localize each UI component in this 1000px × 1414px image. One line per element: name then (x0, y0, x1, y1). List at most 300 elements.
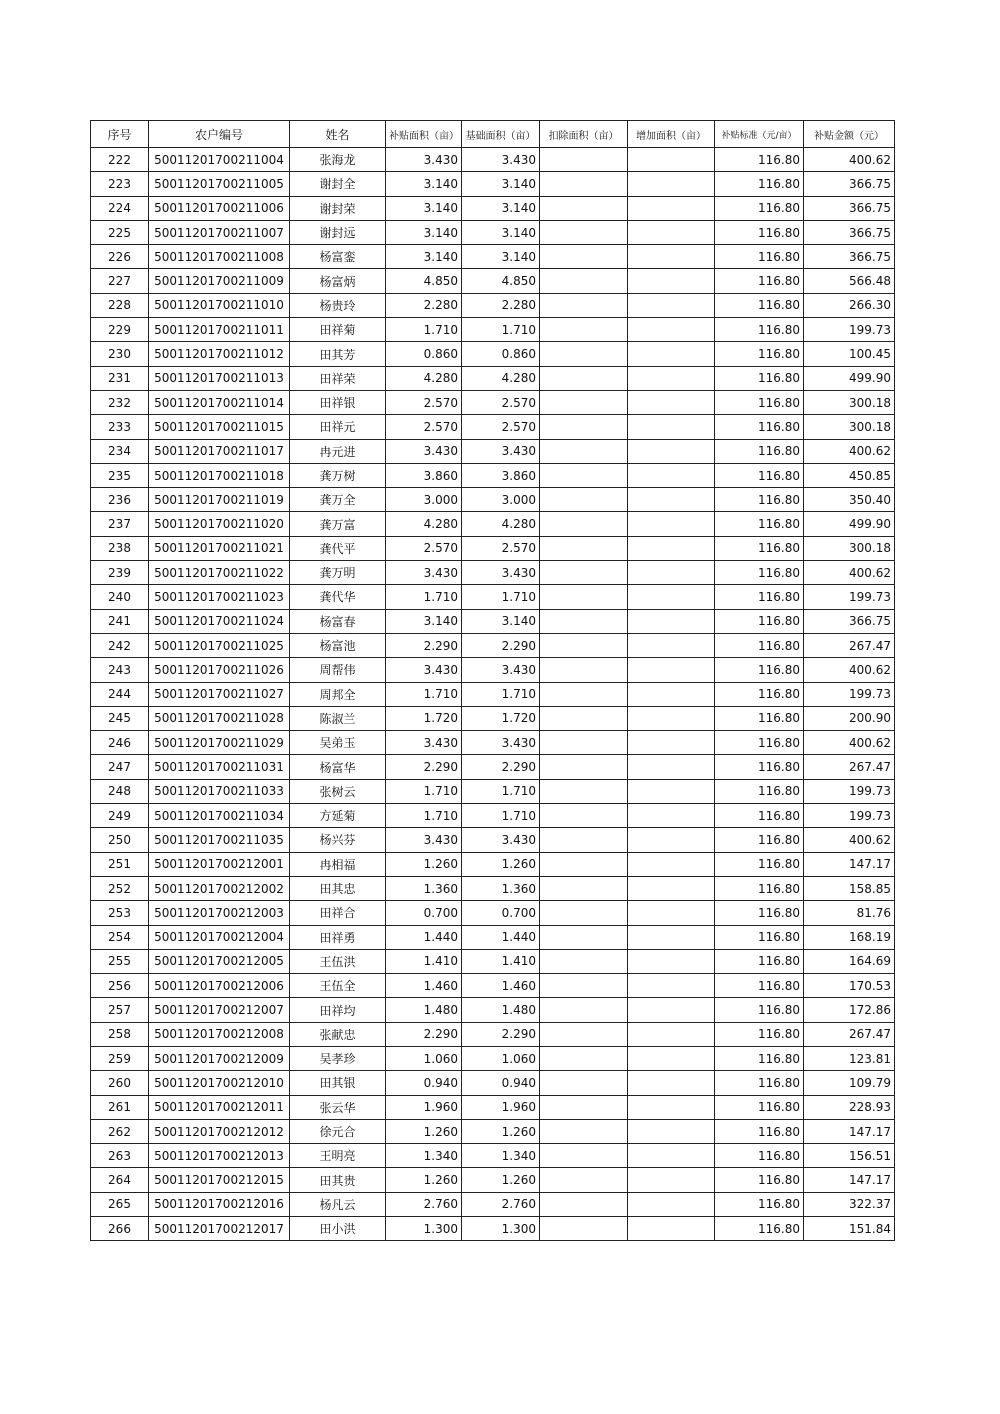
table-row (91, 828, 895, 852)
deduct-area-cell (540, 755, 628, 779)
farmer-id-cell: 50011201700212011 (149, 1095, 290, 1119)
subsidy-amount-cell: 300.18 (804, 536, 895, 560)
add-area-cell (628, 463, 715, 487)
subsidy-rate-cell: 116.80 (715, 876, 804, 900)
subsidy-amount-cell: 199.73 (804, 682, 895, 706)
name-cell: 吴孝珍 (290, 1046, 386, 1070)
header-row (91, 121, 895, 148)
deduct-area-cell (540, 852, 628, 876)
subsidy-amount-cell: 267.47 (804, 633, 895, 657)
deduct-area-cell (540, 196, 628, 220)
farmer-id-cell: 50011201700211021 (149, 536, 290, 560)
deduct-area-cell (540, 1071, 628, 1095)
deduct-area-cell (540, 949, 628, 973)
seq-cell: 240 (91, 585, 149, 609)
table-row (91, 1217, 895, 1241)
add-area-cell (628, 415, 715, 439)
subsidy-area-cell: 3.430 (386, 828, 462, 852)
farmer-id-cell: 50011201700212004 (149, 925, 290, 949)
base-area-cell: 3.140 (462, 609, 540, 633)
seq-cell: 222 (91, 148, 149, 172)
add-area-cell (628, 439, 715, 463)
subsidy-area-cell: 3.000 (386, 488, 462, 512)
farmer-id-cell: 50011201700211019 (149, 488, 290, 512)
farmer-id-cell: 50011201700211025 (149, 633, 290, 657)
farmer-id-cell: 50011201700212016 (149, 1192, 290, 1216)
subsidy-area-cell: 2.280 (386, 293, 462, 317)
base-area-cell: 1.340 (462, 1144, 540, 1168)
subsidy-area-cell: 2.570 (386, 390, 462, 414)
deduct-area-cell (540, 512, 628, 536)
farmer-id-cell: 50011201700211035 (149, 828, 290, 852)
subsidy-area-cell: 3.140 (386, 245, 462, 269)
farmer-id-cell: 50011201700211017 (149, 439, 290, 463)
base-area-cell: 0.860 (462, 342, 540, 366)
name-cell: 谢封全 (290, 172, 386, 196)
seq-cell: 247 (91, 755, 149, 779)
seq-cell: 258 (91, 1022, 149, 1046)
base-area-cell: 3.430 (462, 148, 540, 172)
farmer-id-cell: 50011201700211012 (149, 342, 290, 366)
seq-cell: 244 (91, 682, 149, 706)
add-area-cell (628, 1095, 715, 1119)
add-area-cell (628, 1046, 715, 1070)
table-row (91, 512, 895, 536)
farmer-id-cell: 50011201700211006 (149, 196, 290, 220)
base-area-cell: 3.140 (462, 196, 540, 220)
base-area-cell: 1.710 (462, 804, 540, 828)
table-row (91, 390, 895, 414)
table-row (91, 974, 895, 998)
add-area-cell (628, 1144, 715, 1168)
table-row (91, 536, 895, 560)
name-cell: 王明亮 (290, 1144, 386, 1168)
base-area-cell: 2.570 (462, 390, 540, 414)
subsidy-amount-cell: 267.47 (804, 755, 895, 779)
seq-cell: 235 (91, 463, 149, 487)
deduct-area-cell (540, 1168, 628, 1192)
subsidy-rate-cell: 116.80 (715, 342, 804, 366)
subsidy-area-cell: 1.960 (386, 1095, 462, 1119)
deduct-area-cell (540, 220, 628, 244)
subsidy-amount-cell: 200.90 (804, 706, 895, 730)
base-area-cell: 1.440 (462, 925, 540, 949)
seq-cell: 254 (91, 925, 149, 949)
subsidy-amount-cell: 400.62 (804, 828, 895, 852)
name-cell: 杨兴芬 (290, 828, 386, 852)
seq-cell: 250 (91, 828, 149, 852)
subsidy-amount-cell: 199.73 (804, 779, 895, 803)
deduct-area-cell (540, 148, 628, 172)
subsidy-area-cell: 0.940 (386, 1071, 462, 1095)
deduct-area-cell (540, 1046, 628, 1070)
farmer-id-cell: 50011201700211027 (149, 682, 290, 706)
subsidy-amount-cell: 156.51 (804, 1144, 895, 1168)
subsidy-rate-cell: 116.80 (715, 293, 804, 317)
deduct-area-cell (540, 463, 628, 487)
header-subsidy-rate: 补贴标准（元/亩） (715, 121, 804, 148)
deduct-area-cell (540, 293, 628, 317)
farmer-id-cell: 50011201700211014 (149, 390, 290, 414)
seq-cell: 251 (91, 852, 149, 876)
add-area-cell (628, 901, 715, 925)
deduct-area-cell (540, 172, 628, 196)
seq-cell: 243 (91, 658, 149, 682)
name-cell: 杨富炳 (290, 269, 386, 293)
subsidy-rate-cell: 116.80 (715, 196, 804, 220)
table-row (91, 633, 895, 657)
seq-cell: 239 (91, 561, 149, 585)
deduct-area-cell (540, 731, 628, 755)
subsidy-area-cell: 1.360 (386, 876, 462, 900)
add-area-cell (628, 706, 715, 730)
farmer-id-cell: 50011201700212002 (149, 876, 290, 900)
subsidy-amount-cell: 400.62 (804, 658, 895, 682)
subsidy-area-cell: 0.700 (386, 901, 462, 925)
name-cell: 田其贵 (290, 1168, 386, 1192)
deduct-area-cell (540, 1192, 628, 1216)
add-area-cell (628, 148, 715, 172)
add-area-cell (628, 1217, 715, 1241)
name-cell: 冉元进 (290, 439, 386, 463)
base-area-cell: 4.280 (462, 512, 540, 536)
seq-cell: 226 (91, 245, 149, 269)
subsidy-rate-cell: 116.80 (715, 366, 804, 390)
subsidy-rate-cell: 116.80 (715, 925, 804, 949)
table-row (91, 1046, 895, 1070)
seq-cell: 230 (91, 342, 149, 366)
subsidy-rate-cell: 116.80 (715, 488, 804, 512)
table-row (91, 658, 895, 682)
subsidy-amount-cell: 300.18 (804, 390, 895, 414)
subsidy-rate-cell: 116.80 (715, 439, 804, 463)
base-area-cell: 1.410 (462, 949, 540, 973)
seq-cell: 260 (91, 1071, 149, 1095)
deduct-area-cell (540, 609, 628, 633)
seq-cell: 246 (91, 731, 149, 755)
deduct-area-cell (540, 1095, 628, 1119)
name-cell: 谢封荣 (290, 196, 386, 220)
subsidy-area-cell: 1.480 (386, 998, 462, 1022)
subsidy-amount-cell: 450.85 (804, 463, 895, 487)
deduct-area-cell (540, 269, 628, 293)
subsidy-amount-cell: 400.62 (804, 731, 895, 755)
subsidy-rate-cell: 116.80 (715, 1071, 804, 1095)
add-area-cell (628, 925, 715, 949)
name-cell: 田小洪 (290, 1217, 386, 1241)
farmer-id-cell: 50011201700211026 (149, 658, 290, 682)
subsidy-rate-cell: 116.80 (715, 172, 804, 196)
subsidy-area-cell: 4.280 (386, 512, 462, 536)
farmer-id-cell: 50011201700211022 (149, 561, 290, 585)
name-cell: 张海龙 (290, 148, 386, 172)
deduct-area-cell (540, 876, 628, 900)
subsidy-amount-cell: 400.62 (804, 148, 895, 172)
base-area-cell: 2.290 (462, 755, 540, 779)
header-subsidy-amount: 补贴金额（元） (804, 121, 895, 148)
farmer-id-cell: 50011201700212005 (149, 949, 290, 973)
name-cell: 田祥勇 (290, 925, 386, 949)
farmer-id-cell: 50011201700211013 (149, 366, 290, 390)
subsidy-area-cell: 1.300 (386, 1217, 462, 1241)
name-cell: 龚万富 (290, 512, 386, 536)
deduct-area-cell (540, 488, 628, 512)
base-area-cell: 0.700 (462, 901, 540, 925)
subsidy-area-cell: 4.850 (386, 269, 462, 293)
deduct-area-cell (540, 779, 628, 803)
deduct-area-cell (540, 245, 628, 269)
table-row (91, 731, 895, 755)
add-area-cell (628, 1192, 715, 1216)
deduct-area-cell (540, 1022, 628, 1046)
add-area-cell (628, 1022, 715, 1046)
seq-cell: 229 (91, 318, 149, 342)
base-area-cell: 1.710 (462, 779, 540, 803)
seq-cell: 232 (91, 390, 149, 414)
add-area-cell (628, 804, 715, 828)
subsidy-rate-cell: 116.80 (715, 1144, 804, 1168)
subsidy-rate-cell: 116.80 (715, 828, 804, 852)
header-deduct-area: 扣除面积（亩） (540, 121, 628, 148)
seq-cell: 241 (91, 609, 149, 633)
base-area-cell: 3.860 (462, 463, 540, 487)
seq-cell: 238 (91, 536, 149, 560)
add-area-cell (628, 731, 715, 755)
subsidy-rate-cell: 116.80 (715, 609, 804, 633)
name-cell: 田其忠 (290, 876, 386, 900)
farmer-id-cell: 50011201700211020 (149, 512, 290, 536)
subsidy-amount-cell: 170.53 (804, 974, 895, 998)
table-row (91, 463, 895, 487)
base-area-cell: 1.710 (462, 585, 540, 609)
subsidy-amount-cell: 147.17 (804, 1168, 895, 1192)
name-cell: 龚万树 (290, 463, 386, 487)
subsidy-area-cell: 2.570 (386, 536, 462, 560)
subsidy-rate-cell: 116.80 (715, 561, 804, 585)
name-cell: 龚代华 (290, 585, 386, 609)
name-cell: 吴弟玉 (290, 731, 386, 755)
deduct-area-cell (540, 925, 628, 949)
subsidy-amount-cell: 400.62 (804, 439, 895, 463)
seq-cell: 234 (91, 439, 149, 463)
subsidy-area-cell: 3.430 (386, 439, 462, 463)
subsidy-rate-cell: 116.80 (715, 415, 804, 439)
name-cell: 杨富池 (290, 633, 386, 657)
seq-cell: 264 (91, 1168, 149, 1192)
farmer-id-cell: 50011201700212012 (149, 1119, 290, 1143)
farmer-id-cell: 50011201700211015 (149, 415, 290, 439)
base-area-cell: 3.430 (462, 828, 540, 852)
subsidy-rate-cell: 116.80 (715, 536, 804, 560)
seq-cell: 252 (91, 876, 149, 900)
base-area-cell: 2.280 (462, 293, 540, 317)
seq-cell: 223 (91, 172, 149, 196)
subsidy-rate-cell: 116.80 (715, 901, 804, 925)
add-area-cell (628, 633, 715, 657)
subsidy-area-cell: 1.710 (386, 804, 462, 828)
subsidy-amount-cell: 300.18 (804, 415, 895, 439)
table-row (91, 148, 895, 172)
seq-cell: 266 (91, 1217, 149, 1241)
subsidy-amount-cell: 267.47 (804, 1022, 895, 1046)
subsidy-amount-cell: 228.93 (804, 1095, 895, 1119)
seq-cell: 236 (91, 488, 149, 512)
header-name: 姓名 (290, 121, 386, 148)
subsidy-amount-cell: 100.45 (804, 342, 895, 366)
subsidy-amount-cell: 168.19 (804, 925, 895, 949)
add-area-cell (628, 245, 715, 269)
subsidy-rate-cell: 116.80 (715, 804, 804, 828)
subsidy-rate-cell: 116.80 (715, 1192, 804, 1216)
subsidy-area-cell: 3.430 (386, 731, 462, 755)
farmer-id-cell: 50011201700211004 (149, 148, 290, 172)
subsidy-table (90, 120, 895, 1241)
farmer-id-cell: 50011201700211028 (149, 706, 290, 730)
subsidy-area-cell: 1.710 (386, 585, 462, 609)
seq-cell: 231 (91, 366, 149, 390)
subsidy-amount-cell: 109.79 (804, 1071, 895, 1095)
farmer-id-cell: 50011201700211010 (149, 293, 290, 317)
add-area-cell (628, 682, 715, 706)
table-row (91, 196, 895, 220)
subsidy-rate-cell: 116.80 (715, 633, 804, 657)
subsidy-amount-cell: 499.90 (804, 512, 895, 536)
base-area-cell: 1.260 (462, 852, 540, 876)
table-row (91, 998, 895, 1022)
name-cell: 田祥均 (290, 998, 386, 1022)
farmer-id-cell: 50011201700212010 (149, 1071, 290, 1095)
subsidy-rate-cell: 116.80 (715, 390, 804, 414)
table-row (91, 366, 895, 390)
name-cell: 龚万明 (290, 561, 386, 585)
subsidy-rate-cell: 116.80 (715, 148, 804, 172)
subsidy-rate-cell: 116.80 (715, 1022, 804, 1046)
base-area-cell: 1.260 (462, 1168, 540, 1192)
name-cell: 田祥银 (290, 390, 386, 414)
subsidy-rate-cell: 116.80 (715, 318, 804, 342)
add-area-cell (628, 779, 715, 803)
table-row (91, 1022, 895, 1046)
name-cell: 周邦全 (290, 682, 386, 706)
base-area-cell: 3.430 (462, 731, 540, 755)
base-area-cell: 3.430 (462, 561, 540, 585)
name-cell: 王伍全 (290, 974, 386, 998)
subsidy-area-cell: 4.280 (386, 366, 462, 390)
farmer-id-cell: 50011201700212015 (149, 1168, 290, 1192)
subsidy-amount-cell: 172.86 (804, 998, 895, 1022)
seq-cell: 249 (91, 804, 149, 828)
name-cell: 田祥荣 (290, 366, 386, 390)
subsidy-area-cell: 2.760 (386, 1192, 462, 1216)
subsidy-rate-cell: 116.80 (715, 852, 804, 876)
subsidy-area-cell: 1.260 (386, 1119, 462, 1143)
add-area-cell (628, 876, 715, 900)
add-area-cell (628, 366, 715, 390)
farmer-id-cell: 50011201700211005 (149, 172, 290, 196)
subsidy-rate-cell: 116.80 (715, 220, 804, 244)
name-cell: 杨富华 (290, 755, 386, 779)
subsidy-area-cell: 3.140 (386, 196, 462, 220)
seq-cell: 256 (91, 974, 149, 998)
base-area-cell: 2.290 (462, 1022, 540, 1046)
seq-cell: 263 (91, 1144, 149, 1168)
table-row (91, 585, 895, 609)
subsidy-area-cell: 3.430 (386, 561, 462, 585)
farmer-id-cell: 50011201700212009 (149, 1046, 290, 1070)
table-row (91, 1119, 895, 1143)
farmer-id-cell: 50011201700212001 (149, 852, 290, 876)
base-area-cell: 1.260 (462, 1119, 540, 1143)
add-area-cell (628, 828, 715, 852)
base-area-cell: 1.300 (462, 1217, 540, 1241)
subsidy-area-cell: 1.710 (386, 779, 462, 803)
farmer-id-cell: 50011201700211011 (149, 318, 290, 342)
base-area-cell: 3.000 (462, 488, 540, 512)
table-row (91, 269, 895, 293)
subsidy-amount-cell: 81.76 (804, 901, 895, 925)
header-add-area: 增加面积（亩） (628, 121, 715, 148)
table-row (91, 318, 895, 342)
seq-cell: 245 (91, 706, 149, 730)
name-cell: 徐元合 (290, 1119, 386, 1143)
subsidy-area-cell: 3.140 (386, 220, 462, 244)
subsidy-area-cell: 3.860 (386, 463, 462, 487)
deduct-area-cell (540, 633, 628, 657)
table-row (91, 1144, 895, 1168)
farmer-id-cell: 50011201700211018 (149, 463, 290, 487)
subsidy-rate-cell: 116.80 (715, 731, 804, 755)
subsidy-rate-cell: 116.80 (715, 1119, 804, 1143)
subsidy-amount-cell: 158.85 (804, 876, 895, 900)
subsidy-rate-cell: 116.80 (715, 706, 804, 730)
subsidy-area-cell: 0.860 (386, 342, 462, 366)
deduct-area-cell (540, 439, 628, 463)
name-cell: 方延菊 (290, 804, 386, 828)
base-area-cell: 1.960 (462, 1095, 540, 1119)
seq-cell: 224 (91, 196, 149, 220)
subsidy-amount-cell: 366.75 (804, 609, 895, 633)
base-area-cell: 3.430 (462, 658, 540, 682)
seq-cell: 253 (91, 901, 149, 925)
name-cell: 张献忠 (290, 1022, 386, 1046)
subsidy-amount-cell: 566.48 (804, 269, 895, 293)
add-area-cell (628, 196, 715, 220)
table-row (91, 901, 895, 925)
subsidy-area-cell: 2.290 (386, 755, 462, 779)
name-cell: 杨贵玲 (290, 293, 386, 317)
deduct-area-cell (540, 1119, 628, 1143)
base-area-cell: 4.850 (462, 269, 540, 293)
table-row (91, 779, 895, 803)
base-area-cell: 1.360 (462, 876, 540, 900)
subsidy-amount-cell: 123.81 (804, 1046, 895, 1070)
subsidy-area-cell: 2.290 (386, 633, 462, 657)
subsidy-area-cell: 1.460 (386, 974, 462, 998)
subsidy-area-cell: 2.290 (386, 1022, 462, 1046)
subsidy-amount-cell: 400.62 (804, 561, 895, 585)
subsidy-rate-cell: 116.80 (715, 463, 804, 487)
base-area-cell: 1.720 (462, 706, 540, 730)
table-row (91, 488, 895, 512)
seq-cell: 265 (91, 1192, 149, 1216)
base-area-cell: 1.060 (462, 1046, 540, 1070)
table-row (91, 439, 895, 463)
base-area-cell: 1.480 (462, 998, 540, 1022)
subsidy-area-cell: 3.140 (386, 172, 462, 196)
subsidy-amount-cell: 499.90 (804, 366, 895, 390)
subsidy-amount-cell: 350.40 (804, 488, 895, 512)
table-row (91, 925, 895, 949)
